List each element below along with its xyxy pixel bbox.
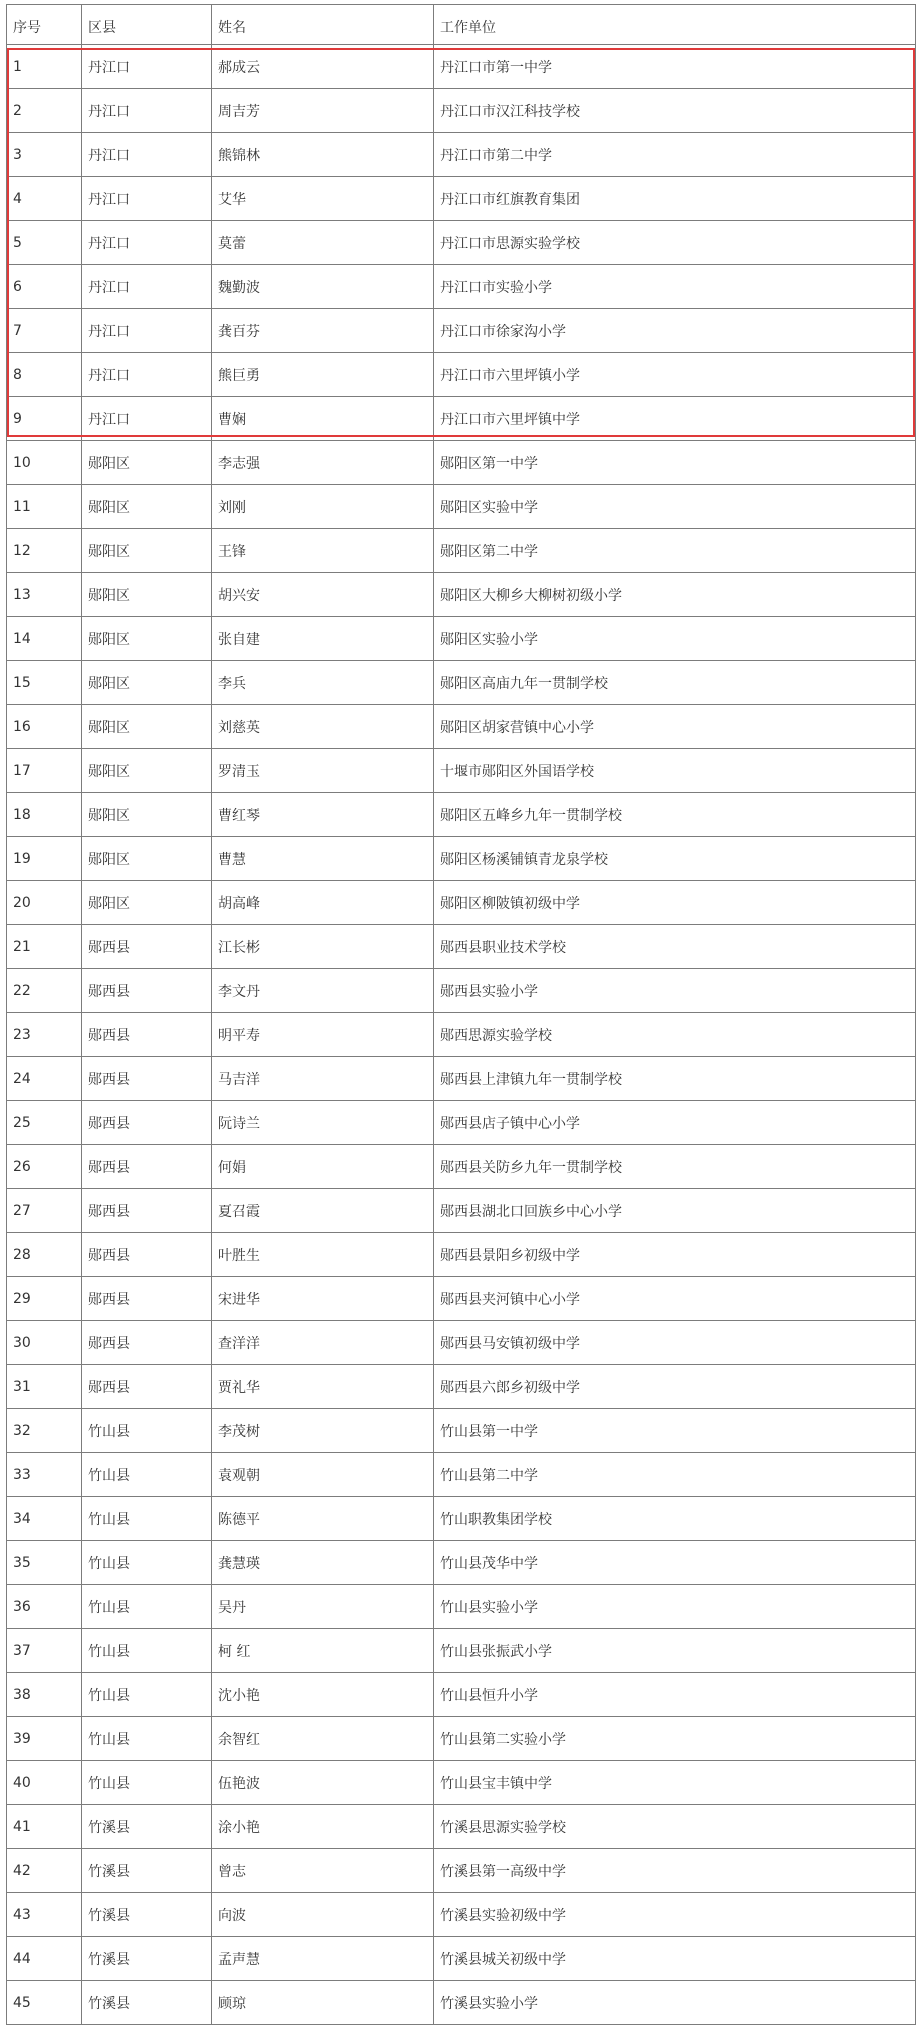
cell-index: 1	[7, 45, 82, 89]
cell-name: 明平寿	[212, 1013, 434, 1057]
cell-unit: 竹山职教集团学校	[434, 1497, 916, 1541]
cell-unit: 竹溪县实验初级中学	[434, 1893, 916, 1937]
table-header	[7, 5, 916, 45]
cell-district: 丹江口	[82, 133, 212, 177]
cell-unit: 郧西县实验小学	[434, 969, 916, 1013]
cell-index: 6	[7, 265, 82, 309]
cell-unit: 郧阳区杨溪铺镇青龙泉学校	[434, 837, 916, 881]
cell-unit: 郧阳区五峰乡九年一贯制学校	[434, 793, 916, 837]
cell-district: 郧西县	[82, 969, 212, 1013]
cell-index: 20	[7, 881, 82, 925]
cell-name: 向波	[212, 1893, 434, 1937]
cell-district: 郧阳区	[82, 573, 212, 617]
cell-name: 胡高峰	[212, 881, 434, 925]
cell-unit: 郧西县上津镇九年一贯制学校	[434, 1057, 916, 1101]
cell-name: 夏召霞	[212, 1189, 434, 1233]
table-row	[7, 969, 916, 1013]
table-row	[7, 1145, 916, 1189]
cell-name: 江长彬	[212, 925, 434, 969]
cell-district: 竹山县	[82, 1673, 212, 1717]
cell-unit: 竹山县实验小学	[434, 1585, 916, 1629]
table-row	[7, 1365, 916, 1409]
cell-name: 陈德平	[212, 1497, 434, 1541]
cell-district: 郧西县	[82, 925, 212, 969]
table-row	[7, 485, 916, 529]
cell-unit: 丹江口市实验小学	[434, 265, 916, 309]
teacher-roster-table	[6, 4, 916, 2025]
cell-index: 18	[7, 793, 82, 837]
table-row	[7, 45, 916, 89]
cell-name: 贾礼华	[212, 1365, 434, 1409]
cell-unit: 丹江口市红旗教育集团	[434, 177, 916, 221]
cell-index: 10	[7, 441, 82, 485]
cell-name: 曹慧	[212, 837, 434, 881]
table-row	[7, 1629, 916, 1673]
cell-district: 丹江口	[82, 221, 212, 265]
cell-unit: 郧西县夹河镇中心小学	[434, 1277, 916, 1321]
cell-unit: 竹溪县第一高级中学	[434, 1849, 916, 1893]
cell-district: 郧西县	[82, 1145, 212, 1189]
cell-unit: 丹江口市六里坪镇中学	[434, 397, 916, 441]
cell-name: 涂小艳	[212, 1805, 434, 1849]
cell-unit: 郧阳区实验小学	[434, 617, 916, 661]
cell-name: 袁观朝	[212, 1453, 434, 1497]
cell-unit: 郧西县湖北口回族乡中心小学	[434, 1189, 916, 1233]
table-row	[7, 1849, 916, 1893]
cell-index: 38	[7, 1673, 82, 1717]
table-row	[7, 133, 916, 177]
cell-district: 竹山县	[82, 1453, 212, 1497]
table-row	[7, 1057, 916, 1101]
cell-unit: 丹江口市第二中学	[434, 133, 916, 177]
cell-unit: 竹溪县实验小学	[434, 1981, 916, 2025]
table-row	[7, 397, 916, 441]
cell-index: 13	[7, 573, 82, 617]
cell-name: 叶胜生	[212, 1233, 434, 1277]
cell-district: 竹山县	[82, 1409, 212, 1453]
cell-district: 竹溪县	[82, 1893, 212, 1937]
cell-index: 33	[7, 1453, 82, 1497]
table-row	[7, 705, 916, 749]
cell-index: 29	[7, 1277, 82, 1321]
table-row	[7, 1189, 916, 1233]
table-row	[7, 661, 916, 705]
cell-name: 曹红琴	[212, 793, 434, 837]
table-row	[7, 441, 916, 485]
table-row	[7, 1497, 916, 1541]
column-header-district: 区县	[82, 5, 212, 45]
cell-unit: 丹江口市思源实验学校	[434, 221, 916, 265]
cell-index: 32	[7, 1409, 82, 1453]
table-row	[7, 177, 916, 221]
table-row	[7, 1761, 916, 1805]
cell-unit: 竹山县第二中学	[434, 1453, 916, 1497]
cell-index: 39	[7, 1717, 82, 1761]
cell-name: 王锋	[212, 529, 434, 573]
cell-name: 阮诗兰	[212, 1101, 434, 1145]
cell-district: 郧阳区	[82, 617, 212, 661]
cell-name: 莫蕾	[212, 221, 434, 265]
cell-name: 伍艳波	[212, 1761, 434, 1805]
table-row	[7, 925, 916, 969]
cell-index: 8	[7, 353, 82, 397]
cell-unit: 丹江口市徐家沟小学	[434, 309, 916, 353]
cell-unit: 丹江口市汉江科技学校	[434, 89, 916, 133]
cell-district: 郧阳区	[82, 705, 212, 749]
cell-index: 34	[7, 1497, 82, 1541]
cell-index: 28	[7, 1233, 82, 1277]
column-header-index: 序号	[7, 5, 82, 45]
table-row	[7, 1673, 916, 1717]
table-row	[7, 1233, 916, 1277]
cell-district: 竹山县	[82, 1761, 212, 1805]
table-row	[7, 881, 916, 925]
cell-index: 40	[7, 1761, 82, 1805]
cell-district: 丹江口	[82, 45, 212, 89]
cell-index: 31	[7, 1365, 82, 1409]
cell-district: 郧西县	[82, 1013, 212, 1057]
cell-district: 郧阳区	[82, 749, 212, 793]
cell-district: 竹山县	[82, 1585, 212, 1629]
cell-district: 竹山县	[82, 1629, 212, 1673]
table-row	[7, 1101, 916, 1145]
cell-unit: 竹溪县城关初级中学	[434, 1937, 916, 1981]
cell-name: 罗清玉	[212, 749, 434, 793]
cell-name: 余智红	[212, 1717, 434, 1761]
cell-name: 刘慈英	[212, 705, 434, 749]
table-row	[7, 89, 916, 133]
table-row	[7, 1321, 916, 1365]
cell-name: 吴丹	[212, 1585, 434, 1629]
cell-unit: 郧西县马安镇初级中学	[434, 1321, 916, 1365]
cell-district: 丹江口	[82, 353, 212, 397]
cell-district: 竹溪县	[82, 1937, 212, 1981]
cell-index: 36	[7, 1585, 82, 1629]
table-row	[7, 529, 916, 573]
cell-name: 柯 红	[212, 1629, 434, 1673]
cell-district: 竹山县	[82, 1497, 212, 1541]
cell-district: 丹江口	[82, 89, 212, 133]
table-row	[7, 221, 916, 265]
cell-name: 查洋洋	[212, 1321, 434, 1365]
table-row	[7, 837, 916, 881]
cell-name: 李志强	[212, 441, 434, 485]
cell-index: 25	[7, 1101, 82, 1145]
cell-unit: 郧阳区第二中学	[434, 529, 916, 573]
cell-name: 龚百芬	[212, 309, 434, 353]
cell-unit: 竹山县张振武小学	[434, 1629, 916, 1673]
table-row	[7, 793, 916, 837]
cell-district: 丹江口	[82, 177, 212, 221]
cell-district: 郧西县	[82, 1365, 212, 1409]
table-row	[7, 1409, 916, 1453]
table-row	[7, 1013, 916, 1057]
table-row	[7, 1893, 916, 1937]
cell-district: 郧阳区	[82, 837, 212, 881]
cell-index: 22	[7, 969, 82, 1013]
cell-name: 周吉芳	[212, 89, 434, 133]
cell-index: 19	[7, 837, 82, 881]
cell-index: 35	[7, 1541, 82, 1585]
table-row	[7, 749, 916, 793]
table-row	[7, 353, 916, 397]
cell-index: 43	[7, 1893, 82, 1937]
cell-index: 27	[7, 1189, 82, 1233]
cell-name: 李茂树	[212, 1409, 434, 1453]
table-row	[7, 1277, 916, 1321]
header-row	[7, 5, 916, 45]
cell-index: 23	[7, 1013, 82, 1057]
table-row	[7, 1585, 916, 1629]
table-row	[7, 1453, 916, 1497]
cell-name: 宋进华	[212, 1277, 434, 1321]
cell-index: 4	[7, 177, 82, 221]
cell-name: 李文丹	[212, 969, 434, 1013]
cell-index: 45	[7, 1981, 82, 2025]
cell-unit: 郧阳区实验中学	[434, 485, 916, 529]
column-header-name: 姓名	[212, 5, 434, 45]
cell-index: 12	[7, 529, 82, 573]
cell-index: 11	[7, 485, 82, 529]
cell-unit: 郧西县关防乡九年一贯制学校	[434, 1145, 916, 1189]
column-header-unit: 工作单位	[434, 5, 916, 45]
cell-unit: 郧西县职业技术学校	[434, 925, 916, 969]
cell-name: 曹娴	[212, 397, 434, 441]
table-row	[7, 617, 916, 661]
table-row	[7, 1541, 916, 1585]
cell-index: 44	[7, 1937, 82, 1981]
cell-unit: 竹山县茂华中学	[434, 1541, 916, 1585]
cell-name: 沈小艳	[212, 1673, 434, 1717]
cell-unit: 郧西县店子镇中心小学	[434, 1101, 916, 1145]
cell-index: 9	[7, 397, 82, 441]
cell-index: 5	[7, 221, 82, 265]
cell-name: 张自建	[212, 617, 434, 661]
cell-district: 丹江口	[82, 265, 212, 309]
cell-unit: 竹山县第二实验小学	[434, 1717, 916, 1761]
cell-name: 郝成云	[212, 45, 434, 89]
table-row	[7, 1717, 916, 1761]
cell-name: 何娟	[212, 1145, 434, 1189]
table-body	[7, 45, 916, 2025]
cell-district: 竹溪县	[82, 1981, 212, 2025]
cell-unit: 郧阳区胡家营镇中心小学	[434, 705, 916, 749]
table-row	[7, 265, 916, 309]
cell-unit: 十堰市郧阳区外国语学校	[434, 749, 916, 793]
table-row	[7, 1981, 916, 2025]
cell-name: 李兵	[212, 661, 434, 705]
cell-index: 21	[7, 925, 82, 969]
cell-index: 2	[7, 89, 82, 133]
cell-index: 7	[7, 309, 82, 353]
cell-index: 42	[7, 1849, 82, 1893]
cell-index: 26	[7, 1145, 82, 1189]
cell-district: 竹溪县	[82, 1849, 212, 1893]
cell-district: 郧阳区	[82, 529, 212, 573]
cell-district: 郧西县	[82, 1057, 212, 1101]
cell-name: 艾华	[212, 177, 434, 221]
cell-unit: 郧西思源实验学校	[434, 1013, 916, 1057]
cell-district: 郧西县	[82, 1189, 212, 1233]
table-row	[7, 309, 916, 353]
cell-name: 熊锦林	[212, 133, 434, 177]
cell-unit: 丹江口市第一中学	[434, 45, 916, 89]
cell-unit: 竹山县恒升小学	[434, 1673, 916, 1717]
cell-index: 17	[7, 749, 82, 793]
cell-district: 郧西县	[82, 1321, 212, 1365]
cell-unit: 郧阳区第一中学	[434, 441, 916, 485]
cell-district: 丹江口	[82, 397, 212, 441]
cell-index: 24	[7, 1057, 82, 1101]
cell-name: 魏勤波	[212, 265, 434, 309]
cell-district: 郧阳区	[82, 881, 212, 925]
cell-unit: 郧西县景阳乡初级中学	[434, 1233, 916, 1277]
cell-unit: 郧阳区柳陂镇初级中学	[434, 881, 916, 925]
cell-district: 竹山县	[82, 1717, 212, 1761]
cell-district: 郧阳区	[82, 441, 212, 485]
cell-index: 16	[7, 705, 82, 749]
cell-district: 竹山县	[82, 1541, 212, 1585]
cell-district: 郧阳区	[82, 485, 212, 529]
table-row	[7, 573, 916, 617]
cell-unit: 郧阳区高庙九年一贯制学校	[434, 661, 916, 705]
cell-district: 郧阳区	[82, 793, 212, 837]
cell-name: 熊巨勇	[212, 353, 434, 397]
cell-name: 胡兴安	[212, 573, 434, 617]
cell-name: 龚慧瑛	[212, 1541, 434, 1585]
cell-name: 马吉洋	[212, 1057, 434, 1101]
cell-unit: 竹山县宝丰镇中学	[434, 1761, 916, 1805]
cell-index: 41	[7, 1805, 82, 1849]
cell-index: 37	[7, 1629, 82, 1673]
cell-district: 竹溪县	[82, 1805, 212, 1849]
cell-unit: 郧西县六郎乡初级中学	[434, 1365, 916, 1409]
table-row	[7, 1805, 916, 1849]
cell-district: 郧西县	[82, 1233, 212, 1277]
cell-name: 孟声慧	[212, 1937, 434, 1981]
table-row	[7, 1937, 916, 1981]
cell-index: 14	[7, 617, 82, 661]
cell-name: 顾琼	[212, 1981, 434, 2025]
cell-index: 30	[7, 1321, 82, 1365]
cell-index: 15	[7, 661, 82, 705]
cell-unit: 郧阳区大柳乡大柳树初级小学	[434, 573, 916, 617]
cell-district: 郧阳区	[82, 661, 212, 705]
cell-index: 3	[7, 133, 82, 177]
cell-unit: 竹山县第一中学	[434, 1409, 916, 1453]
cell-unit: 竹溪县思源实验学校	[434, 1805, 916, 1849]
cell-district: 郧西县	[82, 1101, 212, 1145]
cell-name: 曾志	[212, 1849, 434, 1893]
cell-district: 郧西县	[82, 1277, 212, 1321]
cell-unit: 丹江口市六里坪镇小学	[434, 353, 916, 397]
cell-name: 刘刚	[212, 485, 434, 529]
cell-district: 丹江口	[82, 309, 212, 353]
